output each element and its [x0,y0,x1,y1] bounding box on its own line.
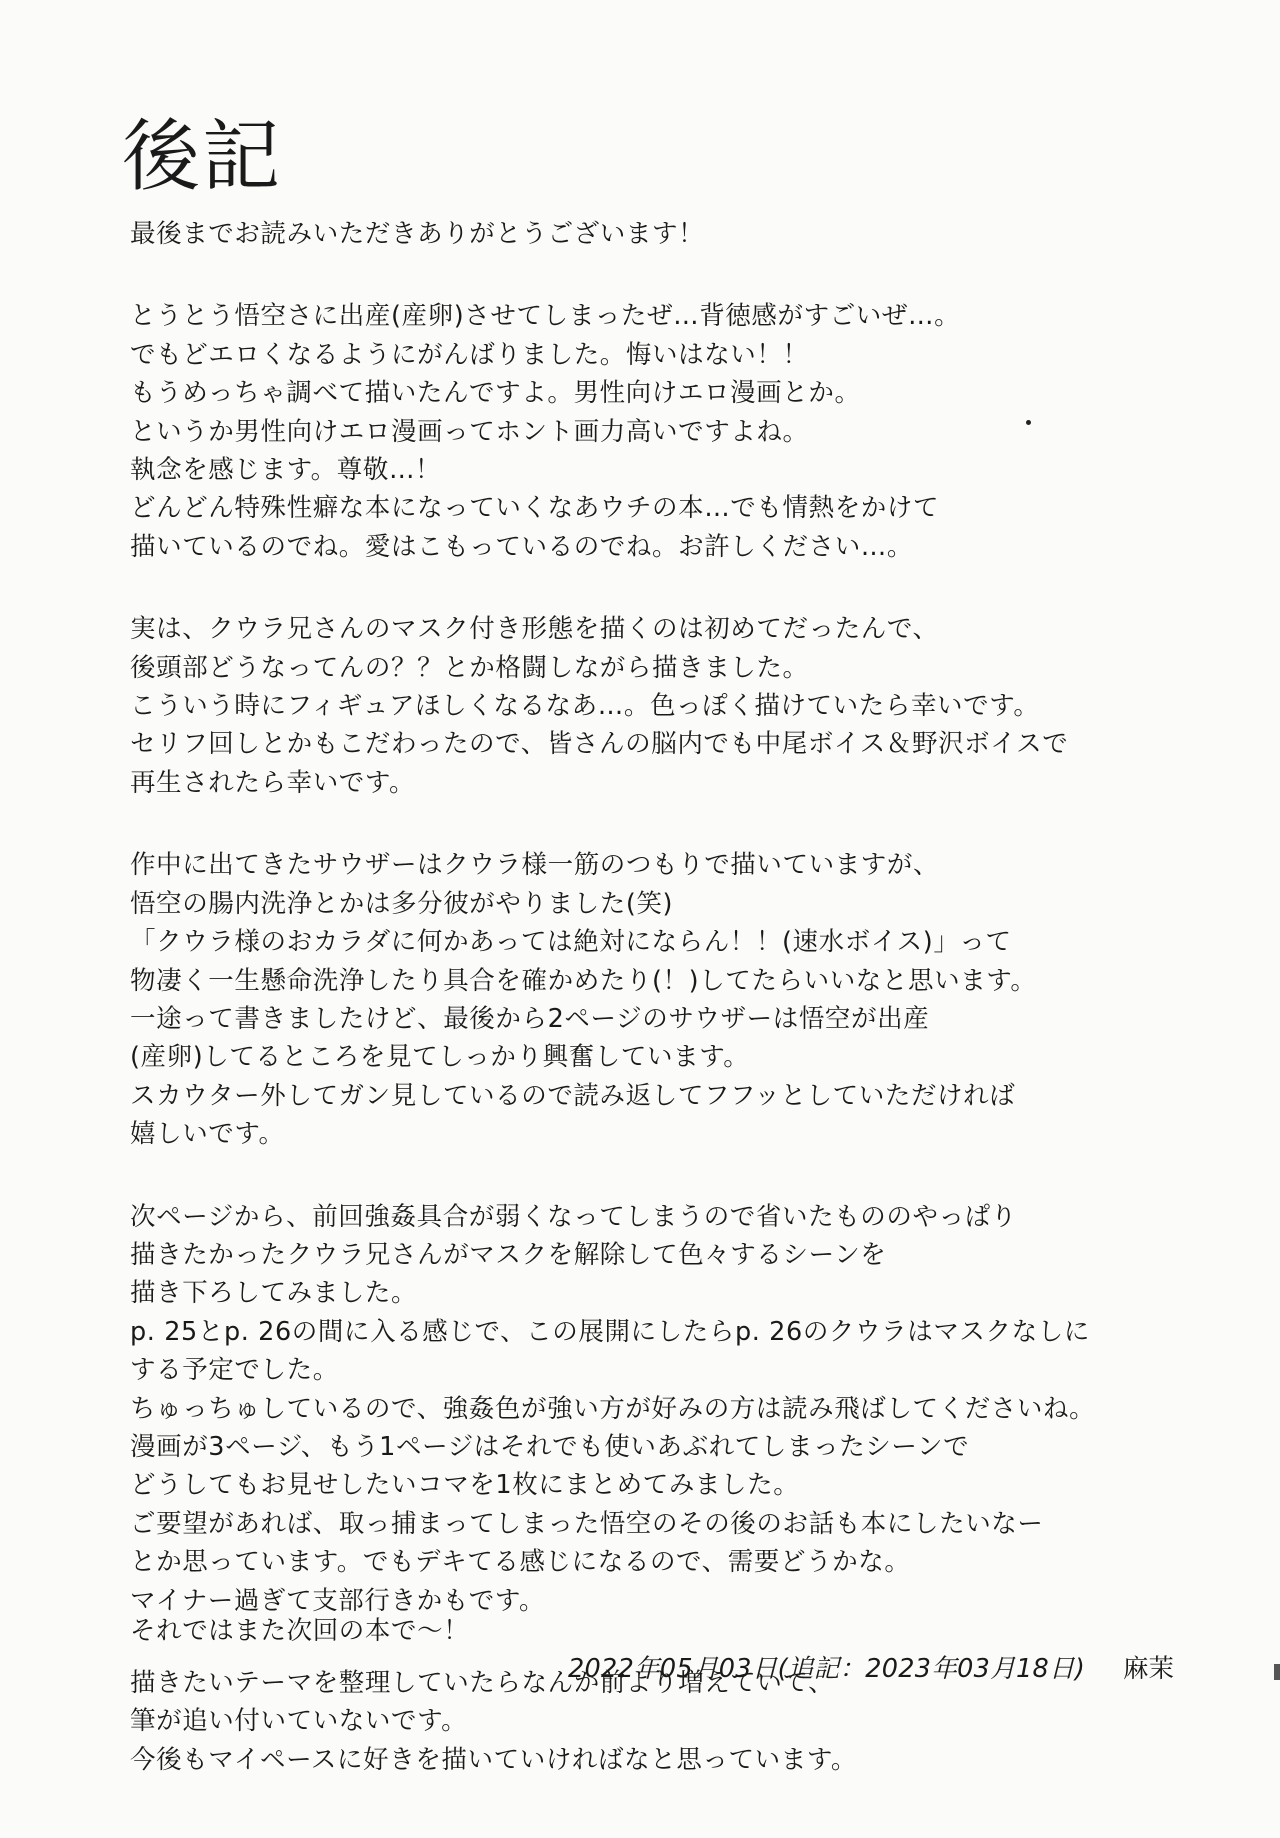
text-line: スカウター外してガン見しているので読み返してフフッとしていただければ [130,1080,1016,1111]
afterword-body [130,215,1240,1823]
text-line: というか男性向けエロ漫画ってホント画力高いですよね。 [130,416,809,447]
text-line: する予定でした。 [130,1355,339,1386]
text-line: 後頭部どうなってんの？？とか格闘しながら描きました。 [130,652,809,683]
text-line: 描き下ろしてみました。 [130,1278,418,1309]
page-title: 後記 [122,112,283,202]
paragraph [130,297,1240,566]
text-line: でもどエロくなるようにがんばりました。悔いはない！！ [130,339,809,370]
paragraph [130,846,1240,1153]
text-line: 一途って書きましたけど、最後から2ページのサウザーは悟空が出産 [130,1003,930,1034]
text-line: 筆が追い付いていないです。 [130,1706,468,1737]
text-line: どうしてもお見せしたいコマを1枚にまとめてみました。 [130,1470,800,1501]
page-edge-mark [1274,1664,1280,1680]
text-line: 次ページから、前回強姦具合が弱くなってしまうので省いたもののやっぱり [130,1201,1017,1232]
text-line: 「クウラ様のおカラダに何かあっては絶対にならん！！(速水ボイス)」って [130,927,1012,958]
text-line: 執念を感じます。尊敬…！ [130,455,442,486]
text-line: どんどん特殊性癖な本になっていくなあウチの本…でも情熱をかけて [130,493,940,524]
text-line: とうとう悟空さに出産(産卵)させてしまったぜ…背徳感がすごいぜ…。 [130,301,961,332]
text-line: 作中に出てきたサウザーはクウラ様一筋のつもりで描いていますが、 [130,850,940,881]
text-line: 描きたかったクウラ兄さんがマスクを解除して色々するシーンを [130,1239,887,1270]
text-line: もうめっちゃ調べて描いたんですよ。男性向けエロ漫画とか。 [130,378,861,409]
text-line: 漫画が3ページ、もう1ページはそれでも使いあぶれてしまったシーンで [130,1431,970,1462]
text-line: こういう時にフィギュアほしくなるなあ…。色っぽく描けていたら幸いです。 [130,691,1040,722]
text-line: 今後もマイペースに好きを描いていければなと思っています。 [130,1744,857,1775]
text-line: 最後までお読みいただきありがとうございます！ [130,219,705,249]
text-line: 嬉しいです。 [130,1119,285,1150]
dateline: 2022年05月03日(追記：2023年03月18日) [568,1654,1086,1684]
text-line: 描きたいテーマを整理していたらなんか前より増えていて、 [130,1668,835,1698]
text-line: 描いているのでね。愛はこもっているのでね。お許しください…。 [130,531,914,562]
text-line: ちゅっちゅしているので、強姦色が強い方が好みの方は読み飛ばしてくださいね。 [130,1393,1096,1424]
text-line: 悟空の腸内洗浄とかは多分彼がやりました(笑) [130,888,674,919]
closing-line: それではまた次回の本で〜！ [130,1616,470,1646]
text-line: 再生されたら幸いです。 [130,767,416,798]
text-line: セリフ回しとかもこだわったので、皆さんの脳内でも中尾ボイス＆野沢ボイスで [130,729,1069,760]
text-line: マイナー過ぎて支部行きかもです。 [130,1585,546,1616]
author-signature: 麻茉 [1123,1654,1175,1684]
text-line: 実は、クウラ兄さんのマスク付き形態を描くのは初めてだったんで、 [130,614,939,645]
text-line: 物凄く一生懸命洗浄したり具合を確かめたり(！)してたらいいなと思います。 [130,965,1037,996]
ink-speck [1026,420,1031,425]
text-line: とか思っています。でもデキてる感じになるので、需要どうかな。 [130,1547,911,1578]
paragraph [130,610,1240,802]
text-line: (産卵)してるところを見てしっかり興奮しています。 [130,1042,750,1073]
text-line: ご要望があれば、取っ捕まってしまった悟空のその後のお話も本にしたいなー [130,1508,1044,1539]
text-line: p. 25とp. 26の間に入る感じで、この展開にしたらp. 26のクウラはマスクなしに [130,1316,1090,1347]
paragraph [130,1198,1240,1620]
paragraph [130,215,1240,253]
